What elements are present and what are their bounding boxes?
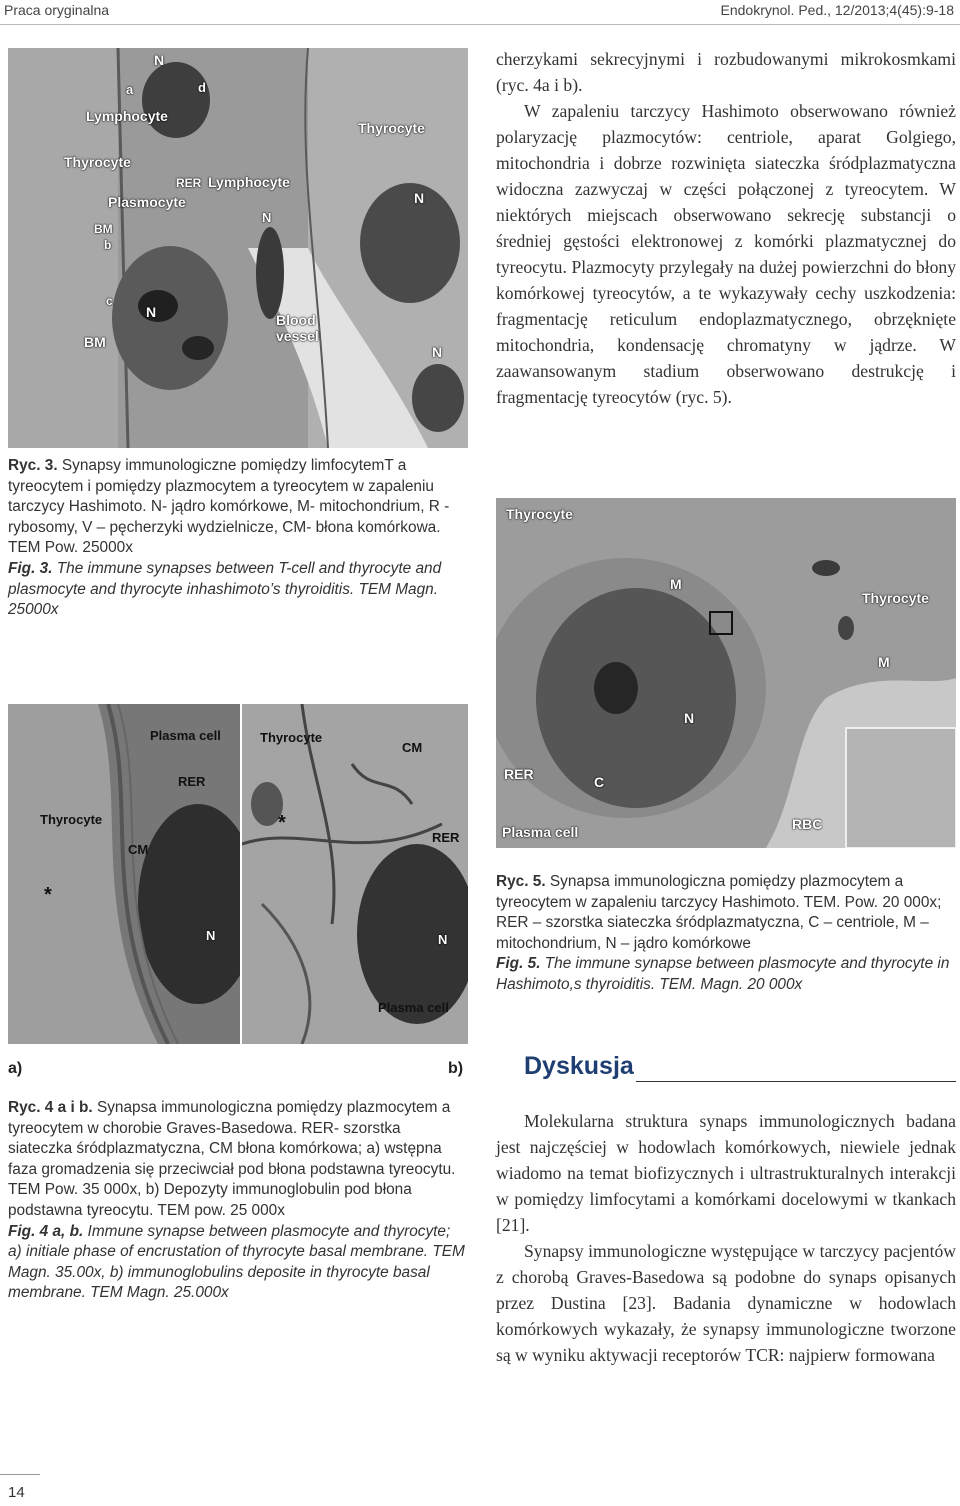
section-title-rule [636,1081,956,1082]
figure-3-caption [8,456,470,621]
caption-number: Fig. 4 a, b. [8,1222,84,1240]
fig3-label: N [414,190,425,206]
fig3-label: b [104,238,112,252]
fig3-label: Thyrocyte [358,120,425,136]
fig5-label: C [594,774,605,790]
fig4a-label: N [206,928,216,943]
fig4a-label: CM [128,842,149,857]
caption-text: Synapsa immunologiczna pomiędzy plazmocytem a tyreocytem w zapaleniu tarczycy Hashimoto. TEM. Pow. 20 000x; RER – szorstka siateczka śródplazmatyczna, C – centriole, M – mitochondrium, N – jądro komórkowe [496,873,942,952]
fig3-label: Lymphocyte [86,108,168,124]
header-divider [0,24,960,25]
panel-label-b: b) [448,1060,464,1077]
fig4b-label: * [278,812,286,834]
caption-text: Synapsy immunologiczne pomiędzy limfocytemT a tyreocytem i pomiędzy plazmocytem a tyreocytem w zapaleniu tarczycy Hashimoto. N- jądro komórkowe, M- mitochondrium, R - rybosomy, V – pęcherzyki wydzielnicze, CM- błona komórkowa. TEM Pow. 25000x [8,457,450,557]
caption-text: The immune synapse between plasmocyte and thyrocyte in Hashimoto,s thyroiditis. TEM. Magn. 20 000x [496,955,950,993]
fig4b-label: N [438,932,448,947]
discussion-text [496,1108,956,1368]
fig3-label: N [154,52,165,68]
fig4a-label: Plasma cell [150,728,221,743]
caption-number: Ryc. 3. [8,457,58,474]
panel-label-a: a) [8,1060,23,1077]
figure-3-micrograph [8,48,468,448]
page-number: 14 [8,1484,25,1501]
caption-text: Synapsa immunologiczna pomiędzy plazmocytem a tyreocytem w chorobie Graves-Basedowa. RER- szorstka siateczka śródplazmatyczna, CM błona komórkowa; a) wstępna faza gromadzenia się przeciwciał pod błona podstawna tyreocytu. TEM Pow. 35 000x, b) Depozyty immunoglobulin pod błona podstawna tyreocytu. TEM pow. 25 000x [8,1099,456,1219]
fig3-label: c [106,294,113,308]
caption-number: Ryc. 5. [496,873,546,890]
caption-text: Immune synapse between plasmocyte and thyrocyte; a) initiale phase of encrustation of thyrocyte basal membrane. TEM Magn. 35.00x, b) immunoglobulins deposite in thyrocyte basal membrane. TEM Magn. 25.000x [8,1222,465,1302]
fig5-label: M [670,576,682,592]
section-title: Dyskusja [524,1052,634,1080]
fig5-label: Plasma cell [502,824,579,840]
paragraph: Synapsy immunologiczne występujące w tarczycy pacjentów z chorobą Graves-Basedowa są podobne do synaps opisanych przez Dustina [23]. Badania dynamiczne w hodowlach komórkowych wykazały, że synapsy immunologiczne tworzone są w wyniku aktywacji receptorów TCR: najpierw formowana [496,1241,956,1365]
fig3-label: Blood vessel [276,312,319,344]
fig3-label: BM [94,222,113,236]
fig3-label: N [262,210,272,225]
figure-4-caption [8,1098,468,1304]
fig5-label: Thyrocyte [862,590,929,606]
figure-4b-micrograph [242,704,468,1044]
fig3-label: Thyrocyte [64,154,131,170]
journal-citation: Endokrynol. Ped., 12/2013;4(45):9-18 [720,2,954,18]
fig3-label: d [198,80,206,95]
fig5-label: M [878,654,890,670]
fig3-label: N [432,344,443,360]
caption-number: Fig. 5. [496,955,541,973]
fig5-label: RER [504,766,534,782]
fig4a-label: Thyrocyte [40,812,103,827]
fig3-label: N [146,304,157,320]
fig4a-label: RER [178,774,206,789]
fig4b-label: RER [432,830,460,845]
figure-5-image [496,498,956,848]
journal-section-label: Praca oryginalna [4,2,110,18]
footer-divider [0,1474,40,1475]
fig3-label: a [126,82,134,97]
figure-4b-image [242,704,468,1044]
fig4a-label: * [44,884,52,906]
paragraph: cherzykami sekrecyjnymi i rozbudowanymi mikrokosmkami (ryc. 4a i b). [496,49,956,95]
discussion-heading [524,1052,956,1088]
figure-3-image [8,48,468,448]
fig4b-label: CM [402,740,423,755]
fig5-label: N [684,710,695,726]
fig3-label: RER [176,176,202,190]
caption-number: Ryc. 4 a i b. [8,1099,93,1116]
fig3-label: Lymphocyte [208,174,290,190]
fig3-label: BM [84,334,106,350]
fig5-label: RBC [792,816,823,832]
fig4b-label: Thyrocyte [260,730,323,745]
caption-text: The immune synapses between T-cell and thyrocyte and plasmocyte and thyrocyte inhashimoto’s thyroiditis. TEM Magn. 25000x [8,559,442,619]
figure-4a-image [8,704,240,1044]
paragraph: W zapaleniu tarczycy Hashimoto obserwowano również polaryzację plazmocytów: centriole, aparat Golgiego, mitochondria i dobrze rozwinięta siateczka śródplazmatyczna widoczna zazwyczaj w części połączonej z tyreocytem. W niektórych miejscach obserwowano sekrecję substancji o średniej gęstości elektronowej z komórki plazmatycznej do tyreocytu. Plazmocyty przylegały na dużej powierzchni do błony komórkowej tyreocytów, a te wykazywały cechy uszkodzenia: fragmentację reticulum endoplazmatycznego, obrzęknięte mitochondria, kondensację chromatyny w jądrze. W zaawansowanym stadium obserwowano destrukcję i fragmentację tyreocytów (ryc. 5). [496,101,956,407]
fig4b-label: Plasma cell [378,1000,449,1015]
fig5-label: Thyrocyte [506,506,573,522]
figure-5-caption [496,872,956,996]
figure-4a-micrograph [8,704,240,1044]
figure-5-micrograph [496,498,956,848]
results-text [496,46,956,410]
caption-number: Fig. 3. [8,559,53,577]
fig3-label: Plasmocyte [108,194,186,210]
paragraph: Molekularna struktura synaps immunologicznych badana jest najczęściej w hodowlach komórkowych, niewiele jednak wiadomo na temat biofizycznych i ultrastrukturalnych interakcji w pomiędzy limfocytami a komórkami docelowymi w tkankach [21]. [496,1111,956,1235]
